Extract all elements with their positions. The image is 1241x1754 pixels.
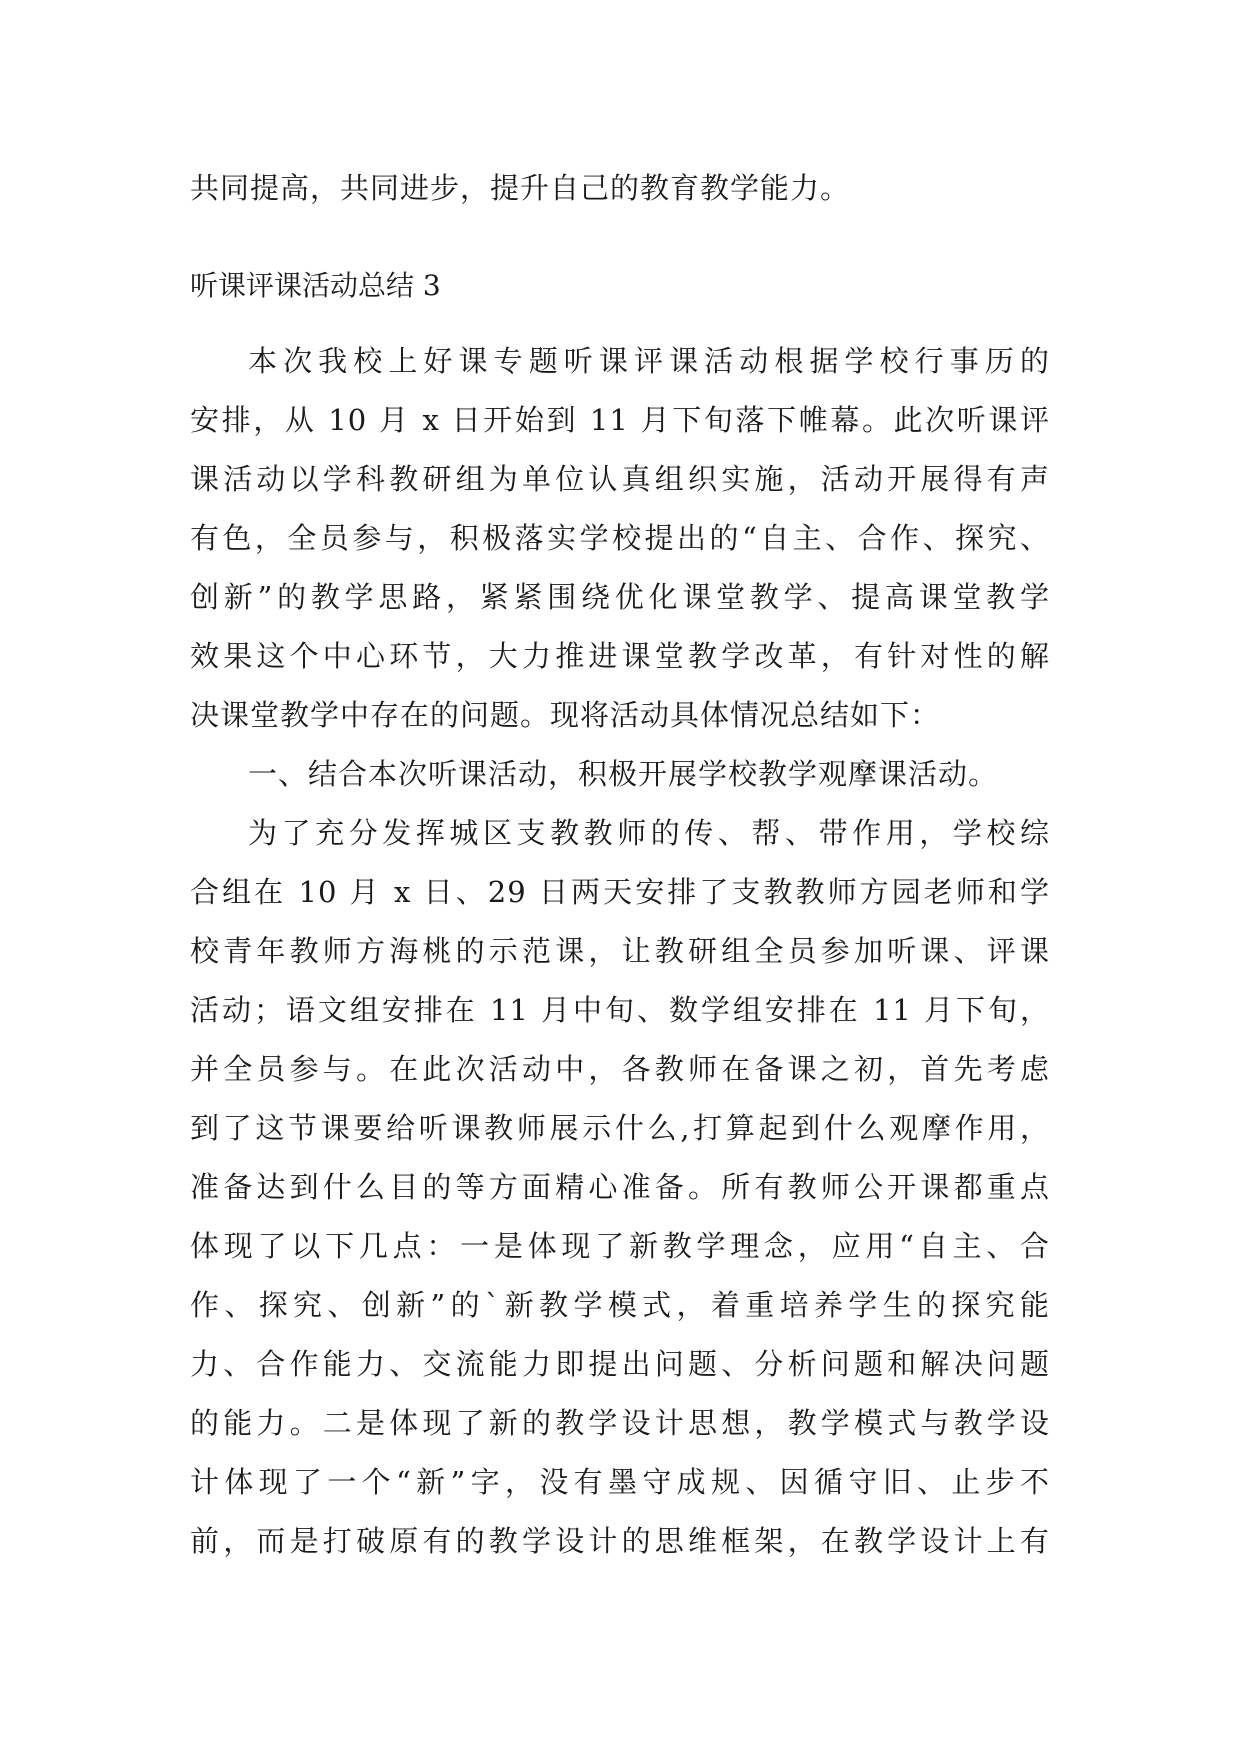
paragraph-line: 课活动以学科教研组为单位认真组织实施，活动开展得有声 xyxy=(190,462,1050,496)
paragraph-line: 体现了以下几点：一是体现了新教学理念，应用“自主、合 xyxy=(190,1229,1050,1263)
numbered-heading-line: 一、结合本次听课活动，积极开展学校教学观摩课活动。 xyxy=(248,757,999,791)
paragraph-line: 合组在 10 月 x 日、29 日两天安排了支教教师方园老师和学 xyxy=(190,875,1051,909)
paragraph-line: 创新”的教学思路，紧紧围绕优化课堂教学、提高课堂教学 xyxy=(190,580,1050,614)
paragraph-line: 的能力。二是体现了新的教学设计思想，教学模式与教学设 xyxy=(190,1406,1050,1440)
body-text xyxy=(190,332,1050,1571)
paragraph-line: 决课堂教学中存在的问题。现将活动具体情况总结如下： xyxy=(190,698,941,732)
section-heading: 听课评课活动总结 3 xyxy=(190,269,441,302)
paragraph-line: 本次我校上好课专题听课评课活动根据学校行事历的 xyxy=(248,344,1050,378)
paragraph-line: 效果这个中心环节，大力推进课堂教学改革，有针对性的解 xyxy=(190,639,1050,673)
paragraph-line: 有色，全员参与，积极落实学校提出的“自主、合作、探究、 xyxy=(190,521,1050,555)
previous-paragraph-end: 共同提高，共同进步，提升自己的教育教学能力。 xyxy=(190,171,851,205)
paragraph-line: 计体现了一个“新”字，没有墨守成规、因循守旧、止步不 xyxy=(190,1465,1050,1499)
paragraph-line: 为了充分发挥城区支教教师的传、帮、带作用，学校综 xyxy=(248,816,1050,850)
paragraph-line: 到了这节课要给听课教师展示什么,打算起到什么观摩作用， xyxy=(190,1111,1050,1145)
paragraph-line: 准备达到什么目的等方面精心准备。所有教师公开课都重点 xyxy=(190,1170,1050,1204)
paragraph-line: 作、探究、创新”的`新教学模式，着重培养学生的探究能 xyxy=(190,1288,1050,1322)
paragraph-line: 校青年教师方海桃的示范课，让教研组全员参加听课、评课 xyxy=(190,934,1050,968)
paragraph-line: 前，而是打破原有的教学设计的思维框架，在教学设计上有 xyxy=(190,1524,1050,1558)
paragraph-line: 力、合作能力、交流能力即提出问题、分析问题和解决问题 xyxy=(190,1347,1050,1381)
paragraph-line: 活动；语文组安排在 11 月中旬、数学组安排在 11 月下旬， xyxy=(190,993,1050,1027)
paragraph-line: 安排，从 10 月 x 日开始到 11 月下旬落下帷幕。此次听课评 xyxy=(190,403,1050,437)
paragraph-line: 并全员参与。在此次活动中，各教师在备课之初，首先考虑 xyxy=(190,1052,1050,1086)
